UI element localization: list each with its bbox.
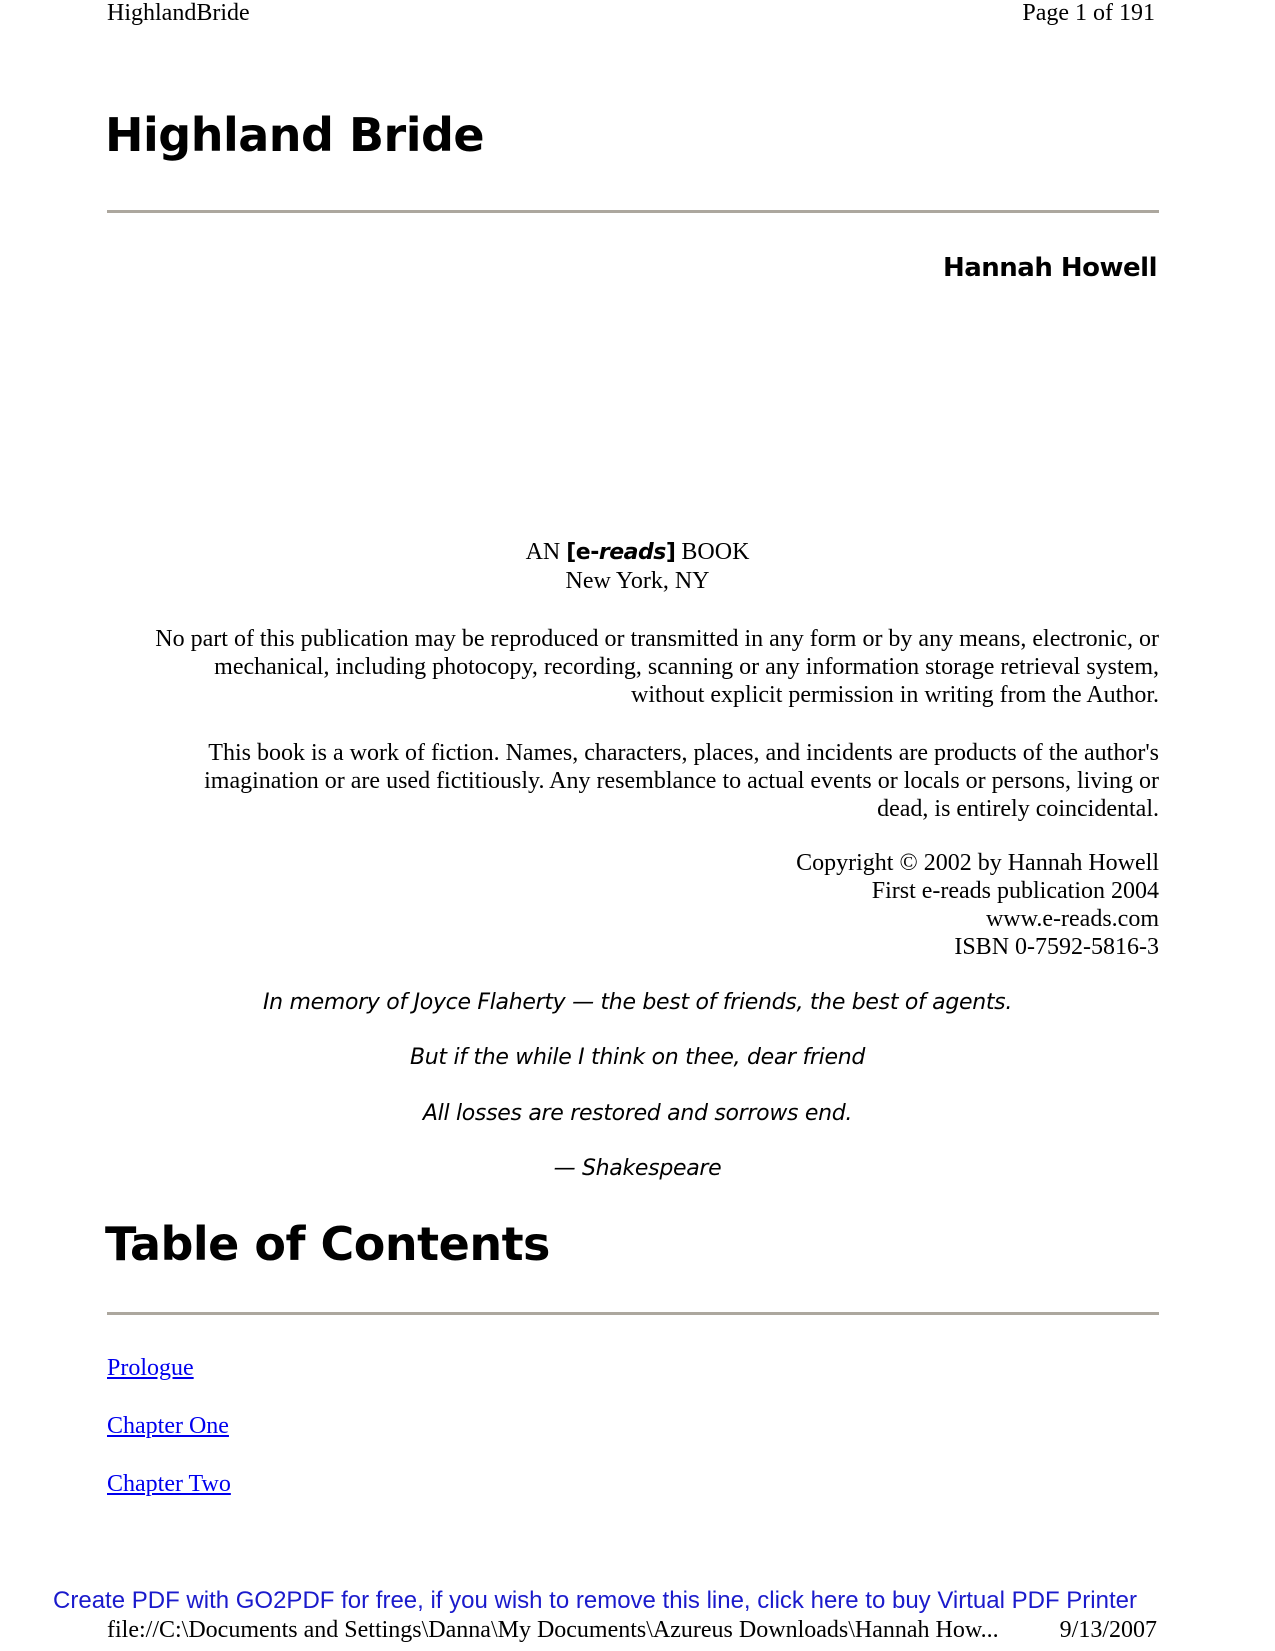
- page-header-doc-name: HighlandBride: [107, 0, 250, 26]
- toc-link-prologue[interactable]: Prologue: [107, 1355, 194, 1381]
- copyright-block: [99, 849, 1159, 961]
- footer-file-path: file://C:\Documents and Settings\Danna\My Documents\Azureus Downloads\Hannah How...: [107, 1617, 999, 1643]
- fiction-line: dead, is entirely coincidental.: [877, 796, 1159, 822]
- rights-line: mechanical, including photocopy, recording, scanning or any information storage retrieval system,: [214, 654, 1159, 680]
- fiction-line: This book is a work of fiction. Names, characters, places, and incidents are products of the author's: [208, 740, 1159, 766]
- toc-divider: [107, 1312, 1159, 1315]
- publisher-prefix: AN: [525, 539, 561, 565]
- toc-title: Table of Contents: [105, 1217, 550, 1271]
- verse-line: But if the while I think on thee, dear friend: [409, 1045, 866, 1070]
- toc-link-chapter-one[interactable]: Chapter One: [107, 1413, 229, 1439]
- author-name: Hannah Howell: [942, 253, 1157, 283]
- isbn-line: ISBN 0-7592-5816-3: [954, 934, 1159, 960]
- website-line: www.e-reads.com: [985, 906, 1159, 932]
- publisher-block: [0, 538, 1275, 595]
- fiction-line: imagination or are used fictitiously. Any resemblance to actual events or locals or persons, living or: [204, 768, 1159, 794]
- publication-line: First e-reads publication 2004: [871, 878, 1159, 904]
- rights-line: without explicit permission in writing from the Author.: [631, 682, 1159, 708]
- page-header-page-indicator: Page 1 of 191: [1022, 0, 1155, 26]
- verse-attribution: — Shakespeare: [553, 1156, 722, 1181]
- dedication: In memory of Joyce Flaherty — the best of friends, the best of agents.: [262, 990, 1013, 1015]
- publisher-line: [0, 538, 1275, 567]
- title-divider: [107, 210, 1159, 213]
- book-title: Highland Bride: [105, 108, 485, 162]
- ereads-logo: [e-reads]: [566, 540, 676, 565]
- toc-link-chapter-two[interactable]: Chapter Two: [107, 1471, 231, 1497]
- rights-line: No part of this publication may be reproduced or transmitted in any form or by any means, electronic, or: [155, 626, 1159, 652]
- fiction-disclaimer: [99, 739, 1159, 823]
- publisher-location: New York, NY: [565, 568, 710, 594]
- go2pdf-banner-link[interactable]: Create PDF with GO2PDF for free, if you wish to remove this line, click here to buy Virtual PDF Printer: [53, 1587, 1137, 1614]
- publisher-suffix: BOOK: [681, 539, 750, 565]
- rights-notice: [99, 625, 1159, 709]
- footer-date: 9/13/2007: [1059, 1617, 1157, 1643]
- copyright-line: Copyright © 2002 by Hannah Howell: [796, 850, 1159, 876]
- verse-line: All losses are restored and sorrows end.: [422, 1101, 853, 1126]
